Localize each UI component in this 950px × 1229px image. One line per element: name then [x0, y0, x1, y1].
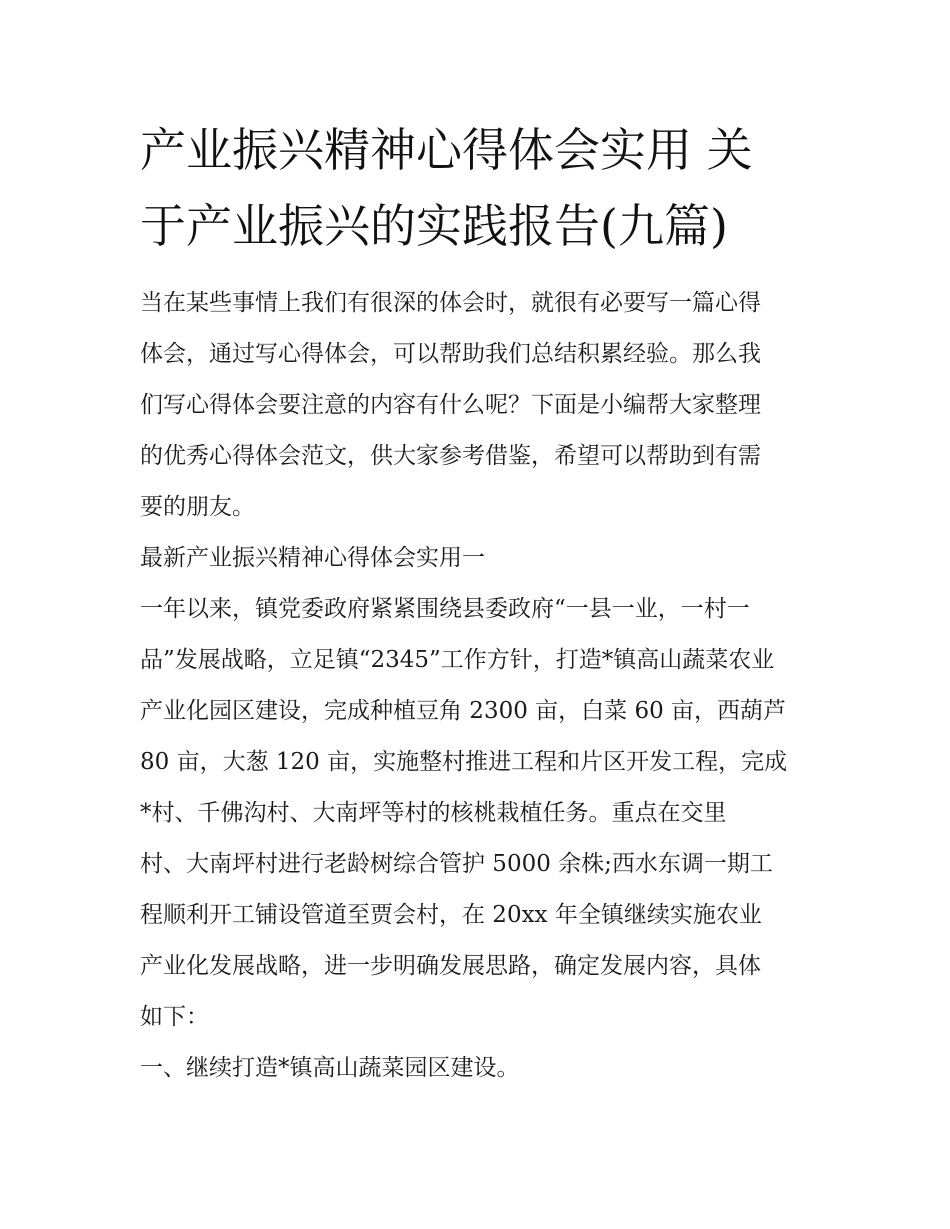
body-line: 当在某些事情上我们有很深的体会时，就很有必要写一篇心得	[140, 290, 761, 316]
body-line: 们写心得体会要注意的内容有什么呢？下面是小编帮大家整理	[140, 392, 761, 418]
body-line: 品”发展战略，立足镇“2345”工作方针，打造*镇高山蔬菜农业	[140, 647, 775, 673]
body-line: 村、大南坪村进行老龄树综合管护 5000 余株;西水东调一期工	[140, 851, 773, 877]
document-body	[140, 278, 820, 1094]
list-item-heading: 一、继续打造*镇高山蔬菜园区建设。	[140, 1055, 520, 1081]
body-line: 一年以来，镇党委政府紧紧围绕县委政府“一县一业，一村一	[140, 596, 750, 622]
body-line: 的优秀心得体会范文，供大家参考借鉴，希望可以帮助到有需	[140, 443, 761, 469]
body-line: 产业化园区建设，完成种植豆角 2300 亩，白菜 60 亩，西葫芦	[140, 698, 787, 724]
body-line: 程顺利开工铺设管道至贾会村，在 20xx 年全镇继续实施农业	[140, 902, 762, 928]
document-title	[140, 112, 820, 264]
body-line: 80 亩，大葱 120 亩，实施整村推进工程和片区开发工程，完成	[140, 749, 788, 775]
body-line: 要的朋友。	[140, 494, 255, 520]
title-line: 产业振兴精神心得体会实用 关	[140, 123, 753, 177]
body-line: 体会，通过写心得体会，可以帮助我们总结积累经验。那么我	[140, 341, 761, 367]
title-line: 于产业振兴的实践报告(九篇)	[140, 199, 728, 253]
body-line: 如下：	[140, 1004, 209, 1030]
body-line: 产业化发展战略，进一步明确发展思路，确定发展内容，具体	[140, 953, 761, 979]
section-heading: 最新产业振兴精神心得体会实用一	[140, 545, 485, 571]
body-line: *村、千佛沟村、大南坪等村的核桃栽植任务。重点在交里	[140, 800, 727, 826]
